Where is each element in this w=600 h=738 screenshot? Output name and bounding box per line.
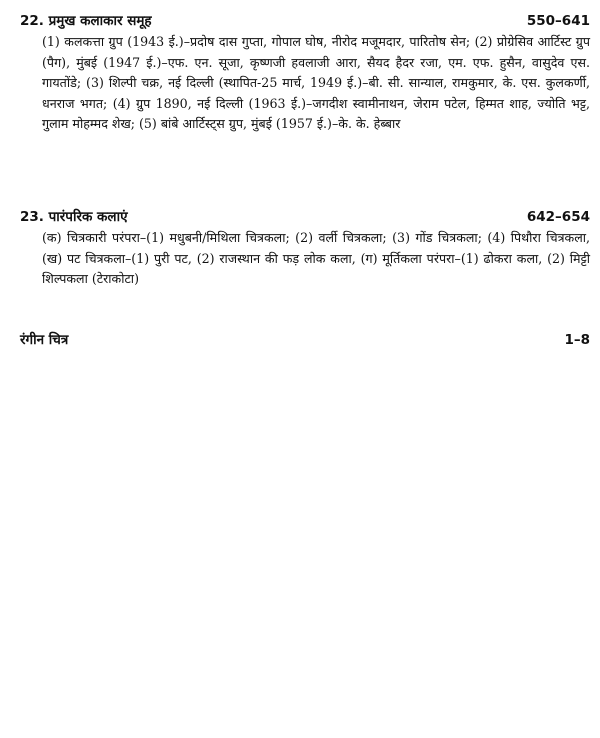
entry-heading	[20, 11, 590, 31]
entry-page-range: 1–8	[564, 332, 590, 348]
contents-entry-major-artist-groups	[20, 11, 590, 135]
entry-description: (1) कलकत्ता ग्रुप (1943 ई.)–प्रदोष दास गुप्ता, गोपाल घोष, नीरोद मजूमदार, पारितोष सेन; (2) प्रोग्रेसिव आर्टिस्ट ग्रुप (पैग), मुंबई (1947 ई.)–एफ. एन. सूजा, कृष्णजी हवलाजी आरा, सैयद हैदर रजा, एम. एफ. हुसैन, वासुदेव एस. गायतोंडे; (3) शिल्पी चक्र, नई दिल्ली (स्थापित-25 मार्च, 1949 ई.)–बी. सी. सान्याल, रामकुमार, के. एस. कुलकर्णी, धनराज भगत; (4) ग्रुप 1890, नई दिल्ली (1963 ई.)–जगदीश स्वामीनाथन, जेराम पटेल, हिम्मत शाह, ज्योति भट्ट, गुलाम मोहम्मद शेख; (5) बांबे आर्टिस्ट्स ग्रुप, मुंबई (1957 ई.)–के. के. हेब्बार	[42, 34, 590, 132]
entry-title: रंगीन चित्र	[20, 332, 69, 348]
entry-description: (क) चित्रकारी परंपरा–(1) मधुबनी/मिथिला चित्रकला; (2) वर्ली चित्रकला; (3) गोंड चित्रकला; (4) पिथौरा चित्रकला, (ख) पट चित्रकला–(1) पुरी पट, (2) राजस्थान की फड़ लोक कला, (ग) मूर्तिकला परंपरा–(1) ढोकरा कला, (2) मिट्टी शिल्पकला (टेराकोटा)	[42, 230, 590, 287]
entry-title: 22. प्रमुख कलाकार समूह	[20, 13, 152, 29]
contents-entry-traditional-arts	[20, 207, 590, 290]
entry-title: 23. पारंपरिक कलाएं	[20, 209, 128, 225]
entry-page-range: 550–641	[526, 13, 590, 29]
contents-entry-color-plates	[20, 330, 590, 350]
entry-heading	[20, 207, 590, 227]
entry-heading	[20, 330, 590, 350]
entry-page-range: 642–654	[526, 209, 590, 225]
